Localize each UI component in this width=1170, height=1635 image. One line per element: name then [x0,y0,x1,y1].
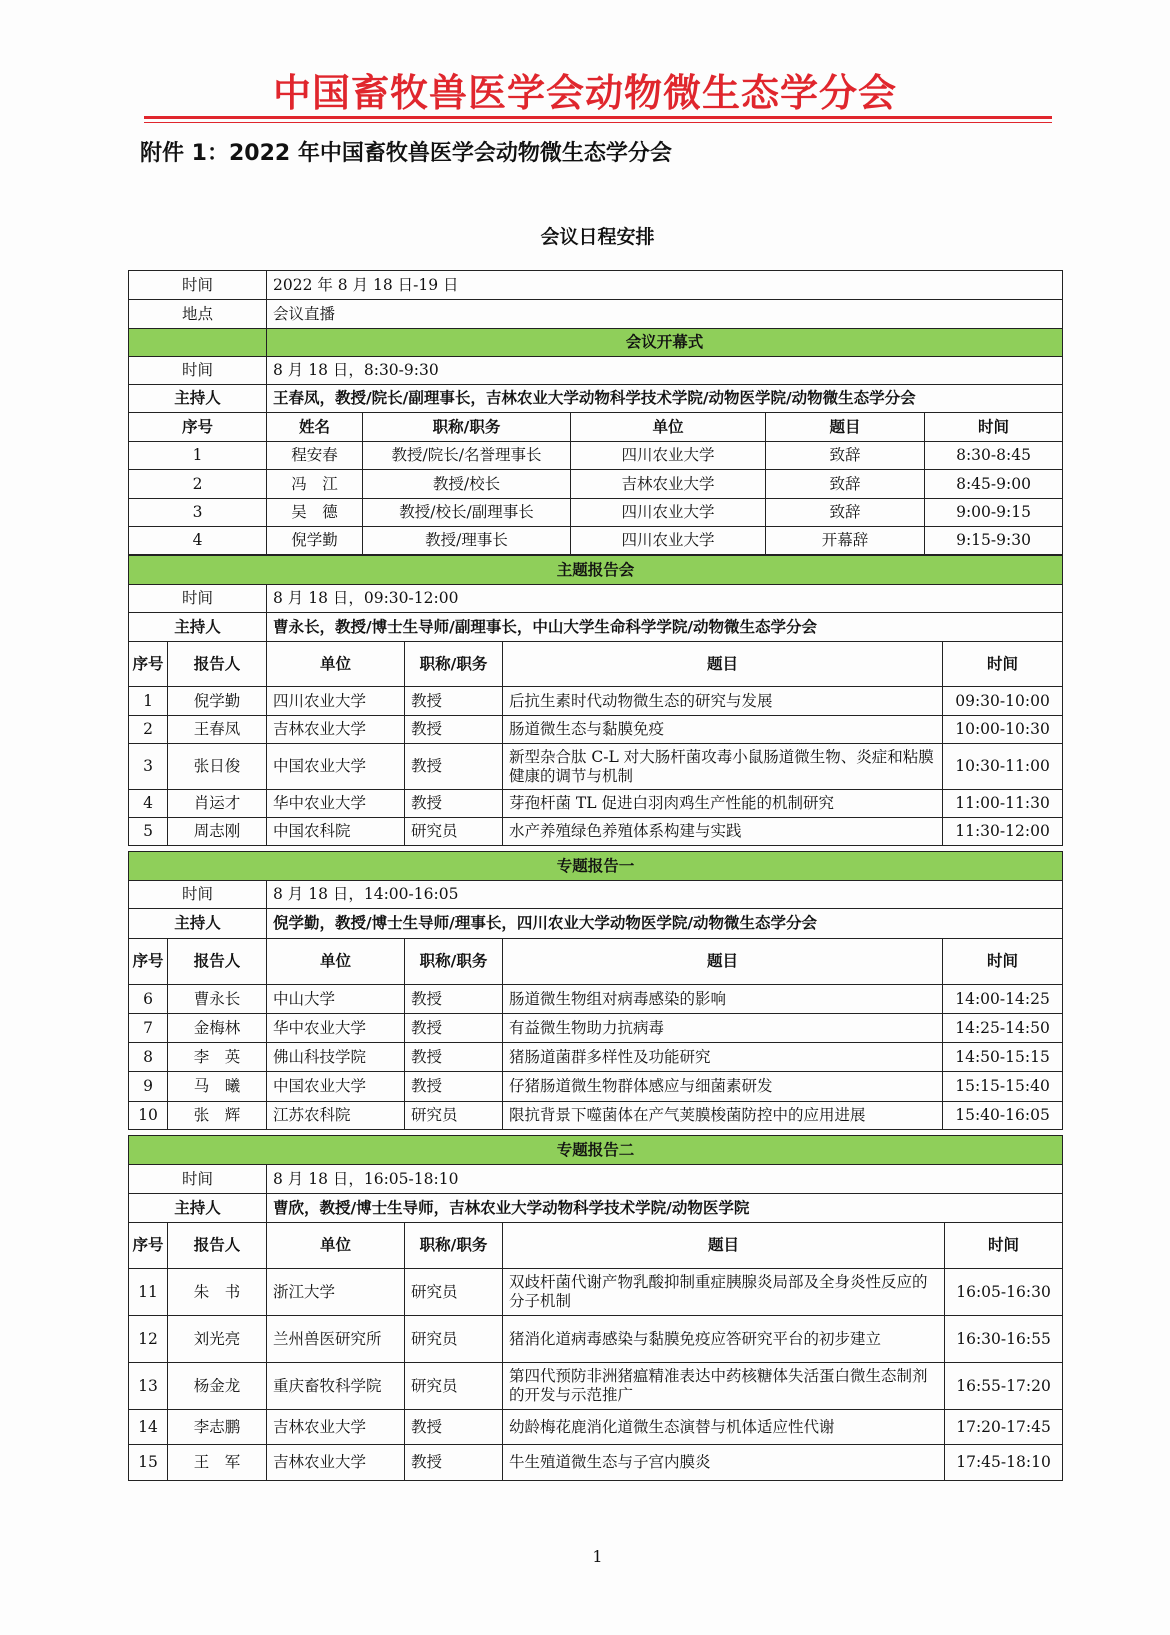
cell: 致辞 [766,470,925,499]
cell: 15:40-16:05 [943,1102,1063,1130]
cell: 中国农科院 [267,818,405,846]
cell: 6 [129,985,168,1014]
cell: 8:45-9:00 [925,470,1063,499]
keynote-section-header [129,556,1063,585]
cell: 致辞 [766,499,925,527]
cell: 程安春 [267,442,363,470]
table-row [129,985,1063,1014]
general-place-row [129,300,1063,329]
cell: 金梅林 [168,1014,267,1043]
table-row [129,687,1063,716]
cell: 李 英 [168,1043,267,1072]
attachment-title: 附件 1：2022 年中国畜牧兽医学会动物微生态学分会 [140,141,672,166]
cell: 杨金龙 [168,1363,267,1410]
cell: 10:30-11:00 [943,744,1063,790]
cell: 吉林农业大学 [267,716,405,744]
column-header: 时间 [945,1223,1063,1269]
cell: 4 [129,790,168,818]
cell: 16:55-17:20 [945,1363,1063,1410]
cell: 中山大学 [267,985,405,1014]
table-row [129,527,1063,555]
cell: 兰州兽医研究所 [267,1316,405,1363]
cell: 15 [129,1445,168,1481]
cell: 四川农业大学 [571,442,766,470]
special1-table [128,851,1063,1130]
cell: 9:00-9:15 [925,499,1063,527]
opening-section-header [129,329,1063,357]
cell: 15:15-15:40 [943,1072,1063,1102]
table-row [129,470,1063,499]
cell: 四川农业大学 [571,527,766,555]
special2-table [128,1135,1063,1481]
cell: 1 [129,442,267,470]
cell: 教授/校长/副理事长 [363,499,571,527]
table-row [129,1269,1063,1316]
column-header: 序号 [129,413,267,442]
cell: 倪学勤 [267,527,363,555]
special2-section-header [129,1136,1063,1165]
schedule-title: 会议日程安排 [540,226,655,248]
cell: 浙江大学 [267,1269,405,1316]
cell: 水产养殖绿色养殖体系构建与实践 [503,818,943,846]
cell: 教授 [405,985,503,1014]
general-place-value: 会议直播 [267,300,1063,329]
cell: 研究员 [405,818,503,846]
table-row [129,1410,1063,1445]
cell: 14:00-14:25 [943,985,1063,1014]
cell: 周志刚 [168,818,267,846]
special1-time-value: 8 月 18 日，14:00-16:05 [267,881,1063,909]
special1-host-value: 倪学勤，教授/博士生导师/理事长，四川农业大学动物医学院/动物微生态学分会 [267,909,1063,939]
cell: 11:00-11:30 [943,790,1063,818]
cell: 教授/理事长 [363,527,571,555]
cell: 曹永长 [168,985,267,1014]
cell: 教授 [405,687,503,716]
cell: 教授 [405,744,503,790]
table-row [129,1072,1063,1102]
column-header: 序号 [129,642,168,687]
column-header: 单位 [267,1223,405,1269]
opening-header-row [129,413,1063,442]
cell: 肠道微生态与黏膜免疫 [503,716,943,744]
cell: 吉林农业大学 [267,1445,405,1481]
cell: 吉林农业大学 [267,1410,405,1445]
page-number: 1 [592,1547,603,1566]
cell: 吉林农业大学 [571,470,766,499]
cell: 8:30-8:45 [925,442,1063,470]
cell: 11 [129,1269,168,1316]
cell: 华中农业大学 [267,790,405,818]
cell: 教授/院长/名誉理事长 [363,442,571,470]
cell: 13 [129,1363,168,1410]
column-header: 题目 [503,642,943,687]
cell: 重庆畜牧科学院 [267,1363,405,1410]
opening-host-label: 主持人 [129,385,267,413]
cell: 张日俊 [168,744,267,790]
cell: 10 [129,1102,168,1130]
table-row [129,1102,1063,1130]
column-header: 单位 [267,939,405,985]
cell: 华中农业大学 [267,1014,405,1043]
cell: 中国农业大学 [267,1072,405,1102]
cell: 教授 [405,716,503,744]
cell: 教授 [405,1043,503,1072]
table-row [129,1043,1063,1072]
column-header: 题目 [766,413,925,442]
special1-section-title: 专题报告一 [129,852,1063,881]
general-time-label: 时间 [129,271,267,300]
cell: 教授 [405,1072,503,1102]
column-header: 题目 [503,1223,945,1269]
header-rule [144,116,1052,119]
cell: 17:45-18:10 [945,1445,1063,1481]
column-header: 姓名 [267,413,363,442]
cell: 第四代预防非洲猪瘟精准表达中药核糖体失活蛋白微生态制剂的开发与示范推广 [503,1363,945,1410]
cell: 倪学勤 [168,687,267,716]
cell: 教授/校长 [363,470,571,499]
special2-host-value: 曹欣，教授/博士生导师，吉林农业大学动物科学技术学院/动物医学院 [267,1194,1063,1223]
cell: 芽孢杆菌 TL 促进白羽肉鸡生产性能的机制研究 [503,790,943,818]
keynote-host-value: 曹永长，教授/博士生导师/副理事长，中山大学生命科学学院/动物微生态学分会 [267,613,1063,642]
table-row [129,716,1063,744]
special2-header-row [129,1223,1063,1269]
cell: 吴 德 [267,499,363,527]
opening-table [128,270,1063,555]
keynote-time-row [129,585,1063,613]
cell: 3 [129,499,267,527]
org-title: 中国畜牧兽医学会动物微生态学分会 [272,71,897,115]
cell: 肖运才 [168,790,267,818]
special2-time-label: 时间 [129,1165,267,1194]
column-header: 时间 [943,939,1063,985]
table-row [129,818,1063,846]
column-header: 单位 [267,642,405,687]
column-header: 职称/职务 [405,939,503,985]
cell: 四川农业大学 [571,499,766,527]
cell: 14 [129,1410,168,1445]
cell: 双歧杆菌代谢产物乳酸抑制重症胰腺炎局部及全身炎性反应的分子机制 [503,1269,945,1316]
opening-time-row [129,357,1063,385]
cell: 研究员 [405,1102,503,1130]
general-time-value: 2022 年 8 月 18 日-19 日 [267,271,1063,300]
opening-time-value: 8 月 18 日，8:30-9:30 [267,357,1063,385]
cell: 四川农业大学 [267,687,405,716]
cell: 牛生殖道微生态与子宫内膜炎 [503,1445,945,1481]
cell: 肠道微生物组对病毒感染的影响 [503,985,943,1014]
special1-host-label: 主持人 [129,909,267,939]
cell: 14:50-15:15 [943,1043,1063,1072]
column-header: 单位 [571,413,766,442]
cell: 研究员 [405,1269,503,1316]
cell: 教授 [405,1410,503,1445]
cell: 1 [129,687,168,716]
keynote-section-title: 主题报告会 [129,556,1063,585]
cell: 后抗生素时代动物微生态的研究与发展 [503,687,943,716]
cell: 9 [129,1072,168,1102]
keynote-header-row [129,642,1063,687]
special1-host-row [129,909,1063,939]
cell: 限抗背景下噬菌体在产气荚膜梭菌防控中的应用进展 [503,1102,943,1130]
cell: 致辞 [766,442,925,470]
opening-section-spacer [129,329,267,357]
cell: 猪肠道菌群多样性及功能研究 [503,1043,943,1072]
keynote-time-value: 8 月 18 日，09:30-12:00 [267,585,1063,613]
special2-section-title: 专题报告二 [129,1136,1063,1165]
special1-section-header [129,852,1063,881]
column-header: 题目 [503,939,943,985]
special1-time-label: 时间 [129,881,267,909]
column-header: 序号 [129,1223,168,1269]
column-header: 职称/职务 [405,642,503,687]
cell: 开幕辞 [766,527,925,555]
cell: 猪消化道病毒感染与黏膜免疫应答研究平台的初步建立 [503,1316,945,1363]
cell: 幼龄梅花鹿消化道微生态演替与机体适应性代谢 [503,1410,945,1445]
cell: 王春凤 [168,716,267,744]
cell: 佛山科技学院 [267,1043,405,1072]
cell: 王 军 [168,1445,267,1481]
table-row [129,1014,1063,1043]
opening-section-title: 会议开幕式 [267,329,1063,357]
cell: 刘光亮 [168,1316,267,1363]
cell: 4 [129,527,267,555]
cell: 有益微生物助力抗病毒 [503,1014,943,1043]
cell: 李志鹏 [168,1410,267,1445]
column-header: 报告人 [168,642,267,687]
cell: 2 [129,716,168,744]
column-header: 报告人 [168,939,267,985]
cell: 仔猪肠道微生物群体感应与细菌素研发 [503,1072,943,1102]
special2-host-row [129,1194,1063,1223]
table-row [129,1445,1063,1481]
column-header: 序号 [129,939,168,985]
cell: 教授 [405,1014,503,1043]
keynote-host-label: 主持人 [129,613,267,642]
cell: 12 [129,1316,168,1363]
cell: 马 曦 [168,1072,267,1102]
cell: 教授 [405,790,503,818]
cell: 10:00-10:30 [943,716,1063,744]
cell: 16:30-16:55 [945,1316,1063,1363]
cell: 张 辉 [168,1102,267,1130]
special1-header-row [129,939,1063,985]
general-time-row [129,271,1063,300]
cell: 朱 书 [168,1269,267,1316]
cell: 7 [129,1014,168,1043]
special1-time-row [129,881,1063,909]
keynote-time-label: 时间 [129,585,267,613]
special2-time-value: 8 月 18 日，16:05-18:10 [267,1165,1063,1194]
column-header: 报告人 [168,1223,267,1269]
cell: 研究员 [405,1363,503,1410]
column-header: 职称/职务 [405,1223,503,1269]
cell: 中国农业大学 [267,744,405,790]
opening-time-label: 时间 [129,357,267,385]
column-header: 时间 [925,413,1063,442]
table-row [129,1363,1063,1410]
cell: 教授 [405,1445,503,1481]
cell: 研究员 [405,1316,503,1363]
cell: 9:15-9:30 [925,527,1063,555]
general-place-label: 地点 [129,300,267,329]
cell: 16:05-16:30 [945,1269,1063,1316]
cell: 17:20-17:45 [945,1410,1063,1445]
table-row [129,744,1063,790]
column-header: 时间 [943,642,1063,687]
cell: 5 [129,818,168,846]
cell: 江苏农科院 [267,1102,405,1130]
special2-host-label: 主持人 [129,1194,267,1223]
table-row [129,1316,1063,1363]
cell: 14:25-14:50 [943,1014,1063,1043]
opening-host-value: 王春凤，教授/院长/副理事长，吉林农业大学动物科学技术学院/动物医学院/动物微生态学分会 [267,385,1063,413]
keynote-host-row [129,613,1063,642]
column-header: 职称/职务 [363,413,571,442]
cell: 2 [129,470,267,499]
special2-time-row [129,1165,1063,1194]
table-row [129,442,1063,470]
table-row [129,790,1063,818]
table-row [129,499,1063,527]
cell: 3 [129,744,168,790]
cell: 冯 江 [267,470,363,499]
keynote-table [128,555,1063,846]
cell: 8 [129,1043,168,1072]
cell: 新型杂合肽 C-L 对大肠杆菌攻毒小鼠肠道微生物、炎症和粘膜健康的调节与机制 [503,744,943,790]
cell: 09:30-10:00 [943,687,1063,716]
opening-host-row [129,385,1063,413]
header-rule-thin [144,122,1052,123]
cell: 11:30-12:00 [943,818,1063,846]
